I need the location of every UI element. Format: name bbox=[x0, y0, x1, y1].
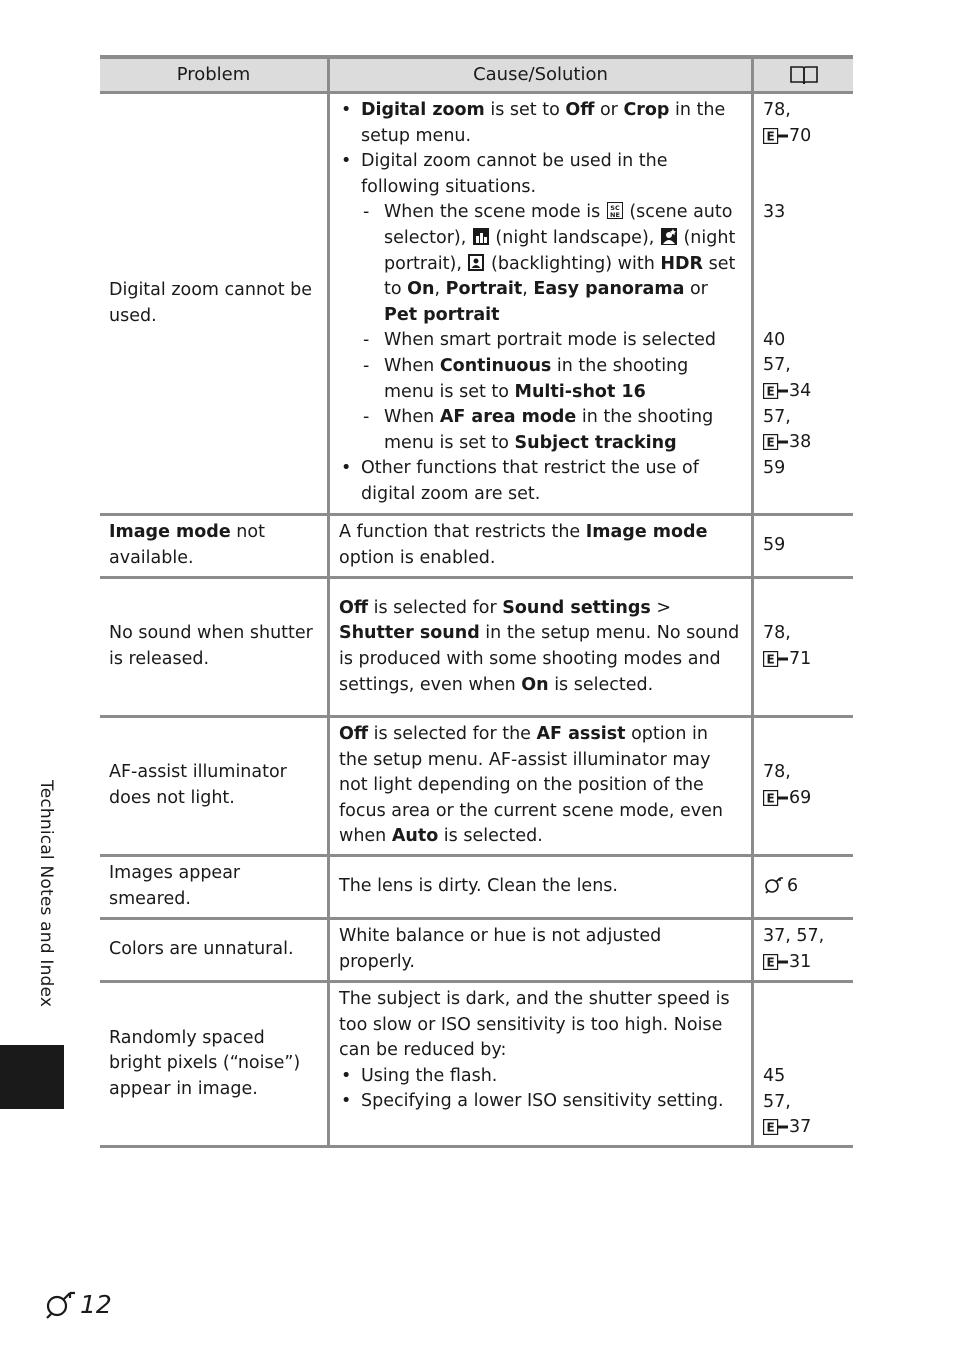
page-ref: 33 bbox=[763, 202, 786, 223]
table-row bbox=[100, 579, 853, 718]
page-ref: 78, bbox=[763, 623, 791, 644]
scene-auto-selector-icon bbox=[607, 202, 623, 219]
svg-text:E: E bbox=[766, 384, 775, 399]
reference-section-icon bbox=[763, 651, 788, 667]
page-ref: 45 bbox=[763, 1066, 786, 1086]
reference-section-icon bbox=[763, 954, 788, 970]
cause-sub-item: - When smart portrait mode is selected bbox=[384, 328, 742, 354]
cause-sub-item: - When AF area mode in the shooting menu is set to Subject tracking bbox=[384, 405, 742, 456]
reference-cell bbox=[754, 718, 853, 854]
page-ref: 78, bbox=[763, 762, 791, 783]
reference-section-icon bbox=[763, 434, 788, 450]
night-landscape-icon bbox=[473, 228, 489, 245]
table-row bbox=[100, 857, 853, 920]
svg-text:SC: SC bbox=[610, 204, 620, 213]
page-ref: 57, bbox=[763, 355, 791, 376]
technical-notes-icon bbox=[44, 1288, 78, 1320]
night-portrait-icon bbox=[661, 228, 677, 245]
cause-cell: Off is selected for Sound settings > Shutter sound in the setup menu. No sound is produced with some shooting modes and settings, even when On is selected. bbox=[330, 579, 754, 715]
svg-text:E: E bbox=[766, 435, 775, 450]
table-row bbox=[100, 983, 853, 1148]
problem-cell: Colors are unnatural. bbox=[100, 920, 330, 980]
cause-bullet: • Digital zoom cannot be used in the following situations. - When the scene mode is SC NE (scene auto selector), (night landscape), (night portrait), (backlighting) with HDR set to On, Portrait, Easy panorama or Pet portrait - When smart portrait mode is selected - When Continuous in the shooting menu is set to Multi-shot 16 - When AF area mode in the shooting menu is set to Subject tracking bbox=[361, 149, 742, 456]
page-ref: 59 bbox=[763, 535, 786, 556]
problem-cell: Randomly spaced bright pixels (“noise”) appear in image. bbox=[100, 983, 330, 1145]
page-number: 12 bbox=[44, 1288, 112, 1320]
svg-text:E: E bbox=[766, 652, 775, 667]
page-ref: E 37 bbox=[763, 1115, 844, 1141]
side-tab-label: Technical Notes and Index bbox=[36, 780, 56, 1008]
page-ref: 37, 57, bbox=[763, 926, 825, 947]
problem-cell: Images appear smeared. bbox=[100, 857, 330, 917]
backlighting-icon bbox=[468, 254, 484, 271]
reference-cell bbox=[754, 94, 853, 513]
table-row bbox=[100, 516, 853, 579]
cause-text: The subject is dark, and the shutter speed is too slow or ISO sensitivity is too high. Noise can be reduced by: bbox=[339, 989, 730, 1061]
problem-cell: AF-assist illuminator does not light. bbox=[100, 718, 330, 854]
cause-bullet: • Other functions that restrict the use of digital zoom are set. bbox=[361, 456, 742, 507]
cause-cell: The lens is dirty. Clean the lens. bbox=[330, 857, 754, 917]
cause-bullet: • Digital zoom is set to Off or Crop in the setup menu. bbox=[361, 98, 742, 149]
reference-cell bbox=[754, 857, 853, 917]
header-reference bbox=[754, 59, 853, 91]
table-header bbox=[100, 55, 853, 94]
page-ref: E 70 bbox=[763, 124, 844, 150]
side-tab-marker bbox=[0, 1045, 64, 1109]
reference-cell bbox=[754, 579, 853, 715]
page-ref: 6 bbox=[763, 874, 844, 900]
reference-section-icon bbox=[763, 128, 788, 144]
page-ref: E 38 bbox=[763, 430, 844, 456]
technical-notes-icon bbox=[764, 875, 786, 895]
cause-sub-item: - When Continuous in the shooting menu is set to Multi-shot 16 bbox=[384, 354, 742, 405]
cause-sub-item: - When the scene mode is SC NE (scene auto selector), (night landscape), (night portrait), (backlighting) with HDR set to On, Portrait, Easy panorama or Pet portrait bbox=[384, 200, 742, 328]
reference-cell bbox=[754, 983, 853, 1145]
page-ref: 57, bbox=[763, 406, 791, 427]
page-ref: E 31 bbox=[763, 950, 844, 976]
svg-text:E: E bbox=[766, 1120, 775, 1135]
table-row bbox=[100, 94, 853, 516]
cause-bullet: • Specifying a lower ISO sensitivity setting. bbox=[361, 1089, 742, 1115]
reference-section-icon bbox=[763, 383, 788, 399]
svg-text:E: E bbox=[766, 129, 775, 144]
svg-text:NE: NE bbox=[609, 211, 620, 220]
svg-text:E: E bbox=[766, 791, 775, 806]
cause-cell: White balance or hue is not adjusted properly. bbox=[330, 920, 754, 980]
page-ref: 78, bbox=[763, 100, 791, 120]
reference-cell bbox=[754, 516, 853, 576]
header-problem: Problem bbox=[100, 59, 330, 91]
troubleshooting-table bbox=[100, 55, 853, 1148]
reference-cell bbox=[754, 920, 853, 980]
problem-cell: Digital zoom cannot be used. bbox=[100, 94, 330, 513]
table-row bbox=[100, 920, 853, 983]
cause-cell bbox=[330, 983, 754, 1145]
page-ref: 40 bbox=[763, 329, 786, 350]
problem-cell: No sound when shutter is released. bbox=[100, 579, 330, 715]
book-icon bbox=[789, 64, 819, 86]
page-ref: 59 bbox=[763, 457, 786, 478]
reference-section-icon bbox=[763, 1119, 788, 1135]
table-row bbox=[100, 718, 853, 857]
page-ref: E 71 bbox=[763, 647, 844, 673]
reference-section-icon bbox=[763, 790, 788, 806]
svg-text:E: E bbox=[766, 955, 775, 970]
page-ref: E 69 bbox=[763, 786, 844, 812]
page-ref: E 34 bbox=[763, 379, 844, 405]
cause-cell: Off is selected for the AF assist option in the setup menu. AF-assist illuminator may not light depending on the position of the focus area or the current scene mode, even when Auto is selected. bbox=[330, 718, 754, 854]
cause-cell bbox=[330, 94, 754, 513]
cause-bullet: • Using the flash. bbox=[361, 1064, 742, 1090]
cause-cell: A function that restricts the Image mode option is enabled. bbox=[330, 516, 754, 576]
header-cause-solution: Cause/Solution bbox=[330, 59, 754, 91]
page-ref: 57, bbox=[763, 1091, 791, 1112]
problem-cell: Image mode not available. bbox=[100, 516, 330, 576]
